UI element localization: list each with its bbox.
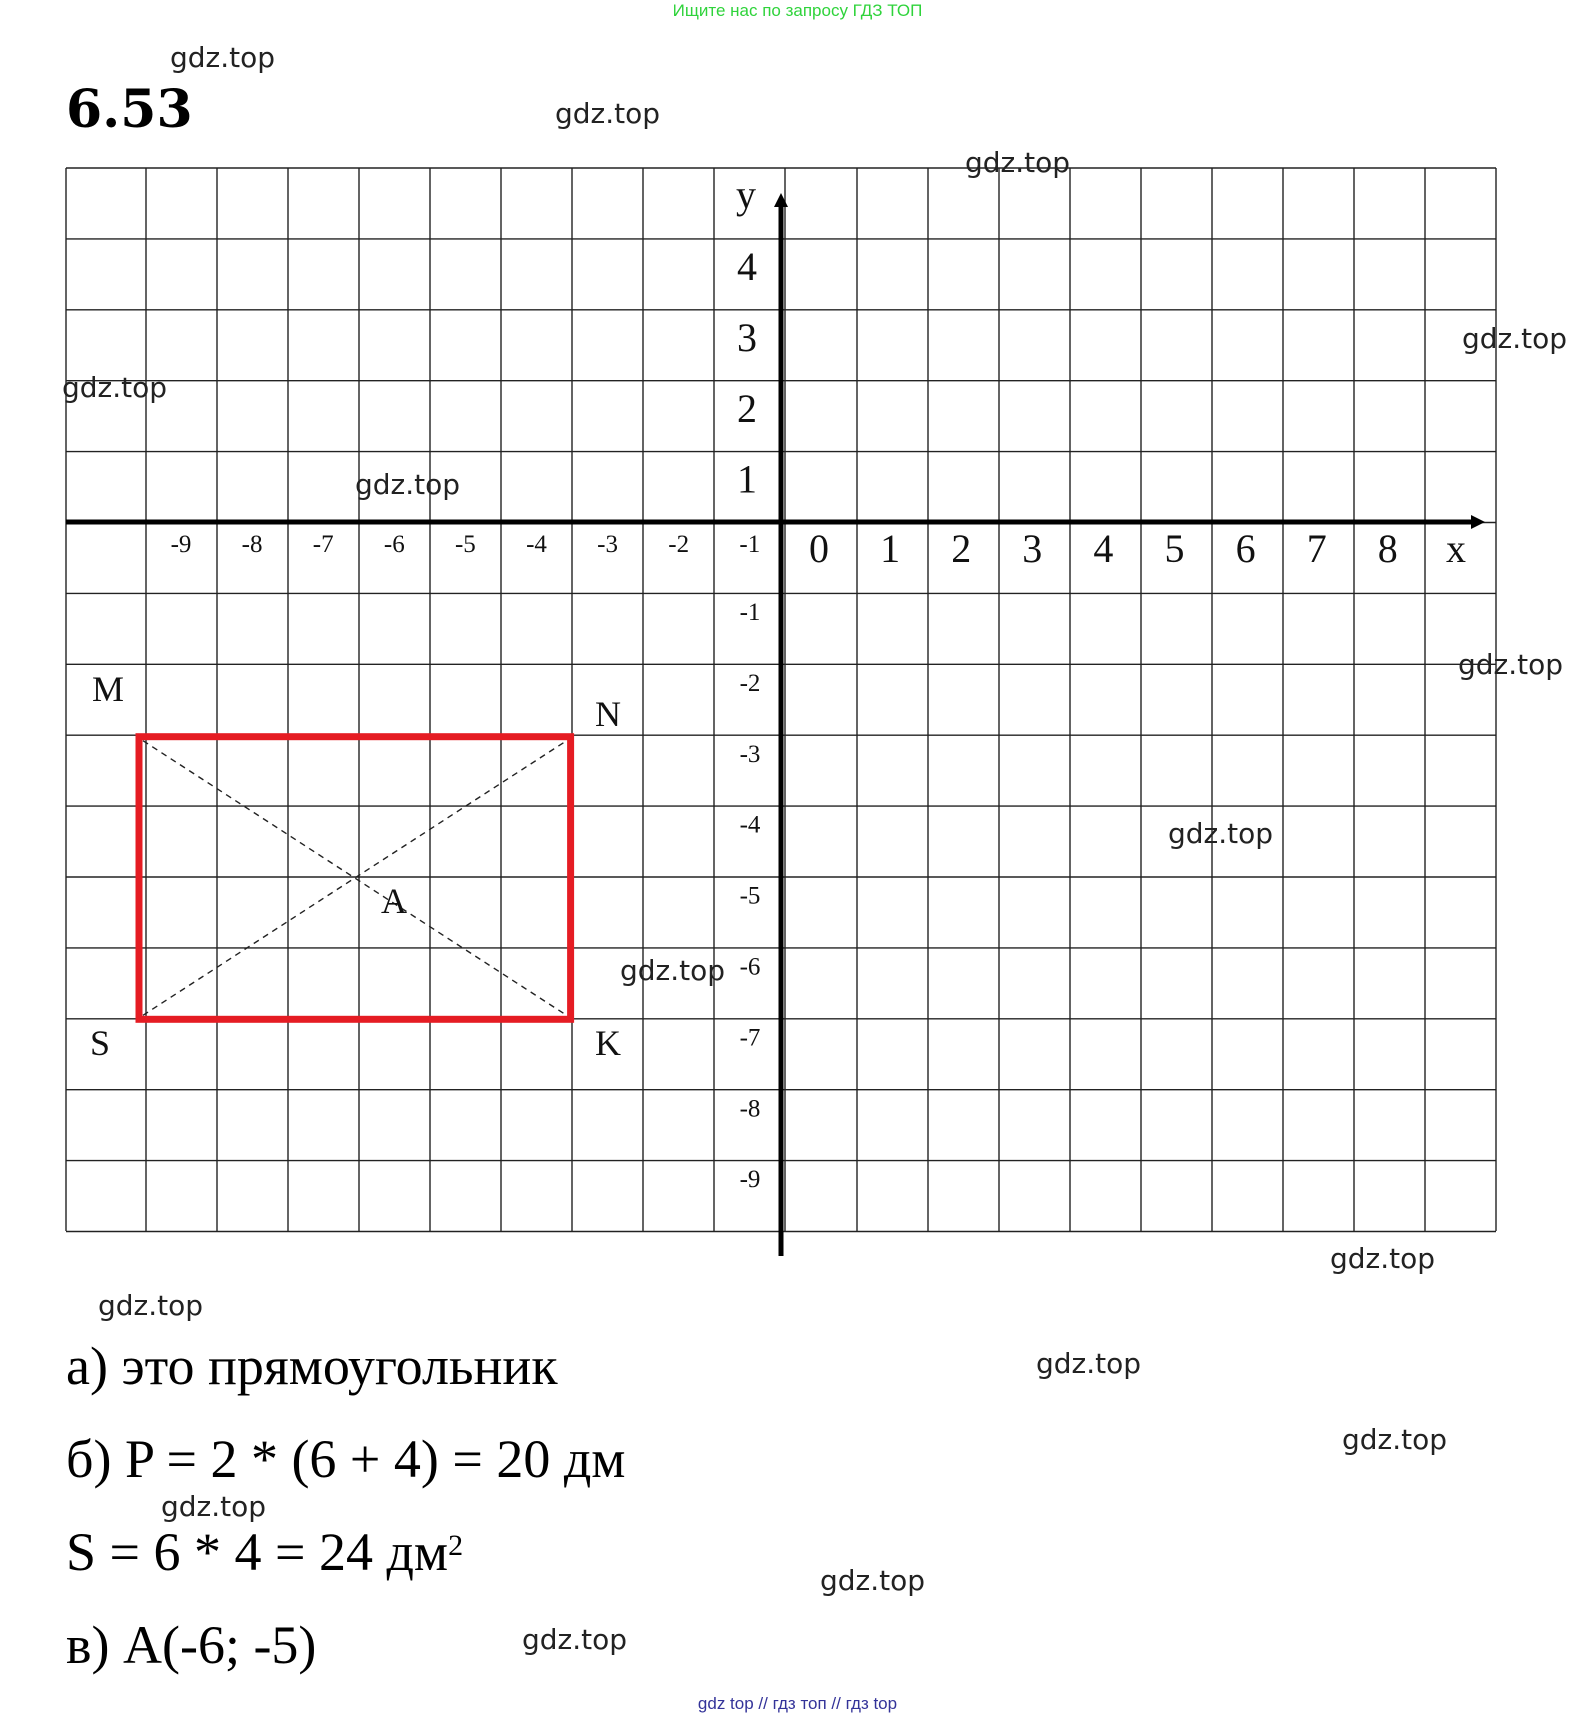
area-expression: S = 6 * 4 = 24 дм: [66, 1522, 449, 1582]
answer-v-point-a: в) A(-6; -5): [66, 1615, 317, 1675]
top-banner[interactable]: Ищите нас по запросу ГДЗ ТОП: [672, 1, 923, 20]
watermark: gdz.top: [522, 1623, 628, 1656]
x-tick-label: 0: [809, 526, 829, 571]
x-tick-label: -7: [312, 531, 334, 558]
axis-tick-labels: [90, 172, 1466, 1193]
watermark: gdz.top: [965, 146, 1071, 179]
x-tick-label: 2: [951, 526, 972, 571]
y-tick-label: -4: [739, 811, 761, 839]
problem-number: 6.53: [66, 79, 193, 140]
point-label-m: M: [91, 669, 125, 709]
y-tick-label: -6: [739, 953, 761, 981]
y-tick-label: 1: [737, 456, 757, 502]
x-tick-label: -2: [668, 531, 690, 558]
y-tick-label: -1: [739, 599, 761, 626]
point-label-n: N: [595, 694, 621, 734]
x-tick-label: -5: [454, 531, 476, 558]
point-label-s: S: [89, 1023, 111, 1063]
watermark: gdz.top: [1168, 817, 1274, 850]
watermark: gdz.top: [62, 371, 168, 404]
point-label-k: K: [595, 1023, 621, 1063]
answer-a: а) это прямоугольник: [66, 1336, 558, 1396]
x-tick-label: 4: [1093, 526, 1114, 571]
bottom-links[interactable]: gdz top // гдз топ // гдз top: [697, 1694, 898, 1713]
watermark: gdz.top: [1330, 1242, 1436, 1275]
point-label-a: A: [381, 881, 407, 921]
y-tick-label: -9: [739, 1166, 761, 1194]
y-tick-label: -8: [739, 1095, 761, 1123]
watermark: gdz.top: [98, 1289, 204, 1322]
x-tick-label: -8: [241, 531, 263, 558]
watermark: gdz.top: [620, 954, 726, 987]
x-tick-label: -4: [526, 531, 547, 558]
watermark: gdz.top: [1462, 322, 1568, 355]
rectangle-outline: [139, 737, 571, 1020]
x-tick-label: -9: [170, 531, 192, 558]
watermark: gdz.top: [555, 97, 661, 130]
watermark: gdz.top: [170, 41, 276, 74]
x-tick-label: -6: [383, 531, 405, 558]
y-tick-label: -2: [739, 669, 761, 697]
y-tick-label: 3: [737, 314, 757, 360]
watermark: gdz.top: [1458, 648, 1564, 681]
x-tick-label: 3: [1022, 526, 1043, 571]
x-tick-label: 8: [1377, 526, 1398, 571]
rectangle-mnks: [139, 737, 571, 1020]
y-axis-label: y: [736, 172, 756, 217]
x-tick-label: 7: [1306, 526, 1327, 571]
y-tick-label: -5: [739, 882, 761, 910]
y-tick-label: -7: [739, 1024, 761, 1052]
y-tick-label: 2: [737, 385, 757, 431]
watermark: gdz.top: [820, 1564, 926, 1597]
y-tick-label: 4: [737, 244, 757, 289]
watermark: gdz.top: [355, 468, 461, 501]
x-tick-label: 1: [880, 526, 901, 571]
answer-b-area: [66, 1520, 463, 1584]
x-axis-label: x: [1446, 526, 1466, 571]
area-exponent: 2: [448, 1529, 464, 1562]
x-tick-label: -1: [739, 531, 761, 558]
x-tick-label: 5: [1164, 526, 1185, 571]
watermark: gdz.top: [161, 1490, 267, 1523]
answer-b-perimeter: б) P = 2 * (6 + 4) = 20 дм: [66, 1429, 626, 1489]
x-tick-label: 6: [1235, 526, 1256, 571]
watermark: gdz.top: [1036, 1347, 1142, 1380]
x-tick-label: -3: [597, 531, 619, 558]
watermark: gdz.top: [1342, 1423, 1448, 1456]
axes: [66, 200, 1478, 1256]
y-tick-label: -3: [739, 740, 761, 768]
